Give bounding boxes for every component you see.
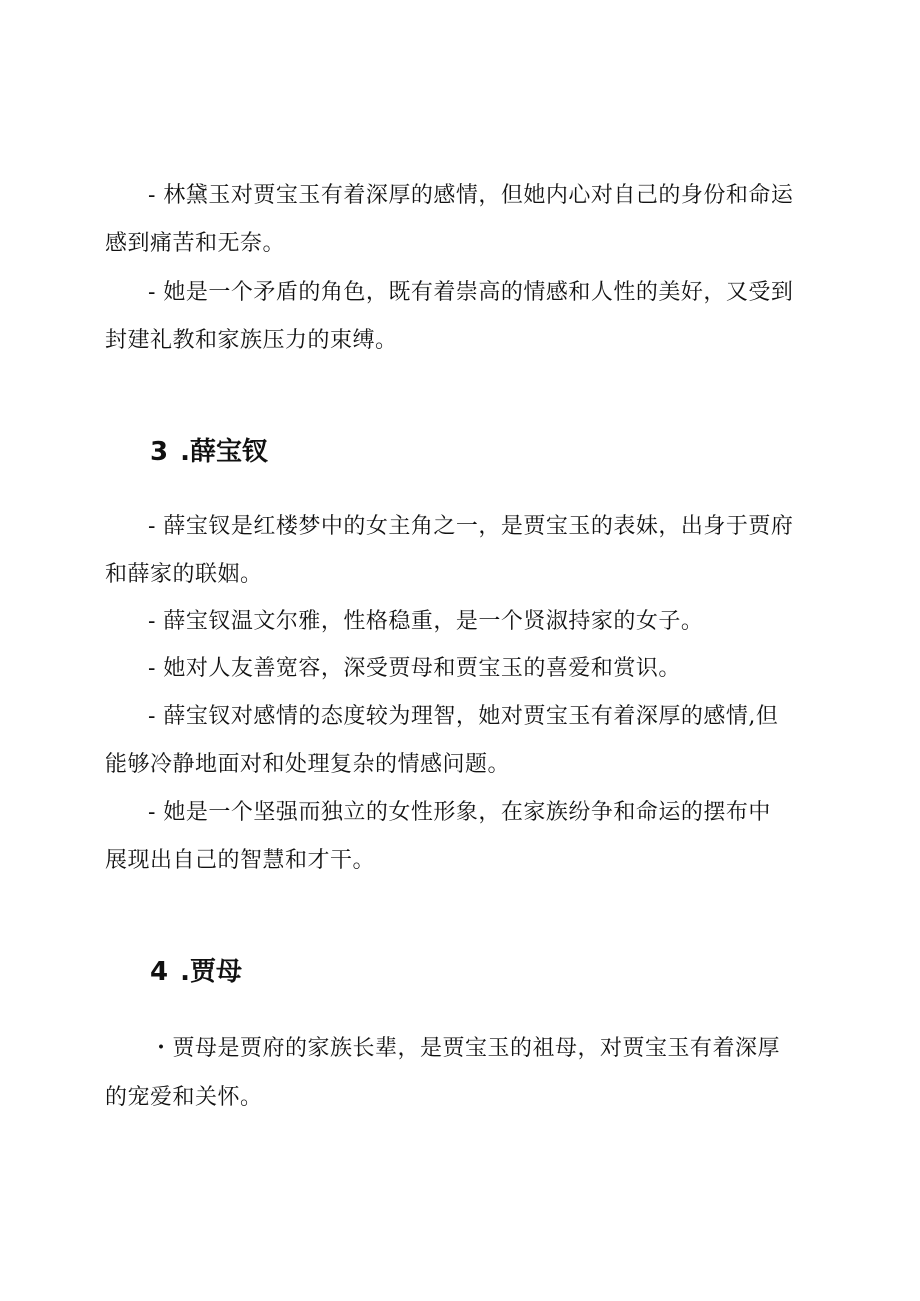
paragraph-line: - 薛宝钗是红楼梦中的女主角之一，是贾宝玉的表妹，出身于贾府 (148, 514, 794, 539)
paragraph-line: - 她对人友善宽容，深受贾母和贾宝玉的喜爱和赏识。 (148, 656, 681, 681)
paragraph-line: 封建礼教和家族压力的束缚。 (105, 328, 398, 353)
paragraph-line: - 薛宝钗温文尔雅，性格稳重，是一个贤淑持家的女子。 (148, 609, 704, 634)
section-heading (150, 435, 268, 469)
paragraph-line: 能够冷静地面对和处理复杂的情感问题。 (105, 752, 511, 777)
paragraph-line: - 薛宝钗对感情的态度较为理智，她对贾宝玉有着深厚的感情,但 (148, 704, 779, 729)
paragraph-line: 和薛家的联姻。 (105, 562, 263, 587)
paragraph-line: - 她是一个矛盾的角色，既有着崇高的情感和人性的美好，又受到 (148, 280, 794, 305)
section-number: 4 (150, 957, 169, 987)
paragraph-line: 感到痛苦和无奈。 (105, 231, 286, 256)
section-title: .薛宝钗 (180, 437, 268, 467)
section-number: 3 (150, 437, 169, 467)
paragraph-line: ・贾母是贾府的家族长辈，是贾宝玉的祖母，对贾宝玉有着深厚 (150, 1036, 781, 1061)
paragraph-line: - 林黛玉对贾宝玉有着深厚的感情，但她内心对自己的身份和命运 (148, 183, 794, 208)
section-heading (150, 955, 242, 989)
paragraph-line: - 她是一个坚强而独立的女性形象，在家族纷争和命运的摆布中 (148, 800, 771, 825)
paragraph-line: 展现出自己的智慧和才干。 (105, 848, 376, 873)
paragraph-line: 的宠爱和关怀。 (105, 1085, 263, 1110)
section-title: .贾母 (180, 957, 242, 987)
